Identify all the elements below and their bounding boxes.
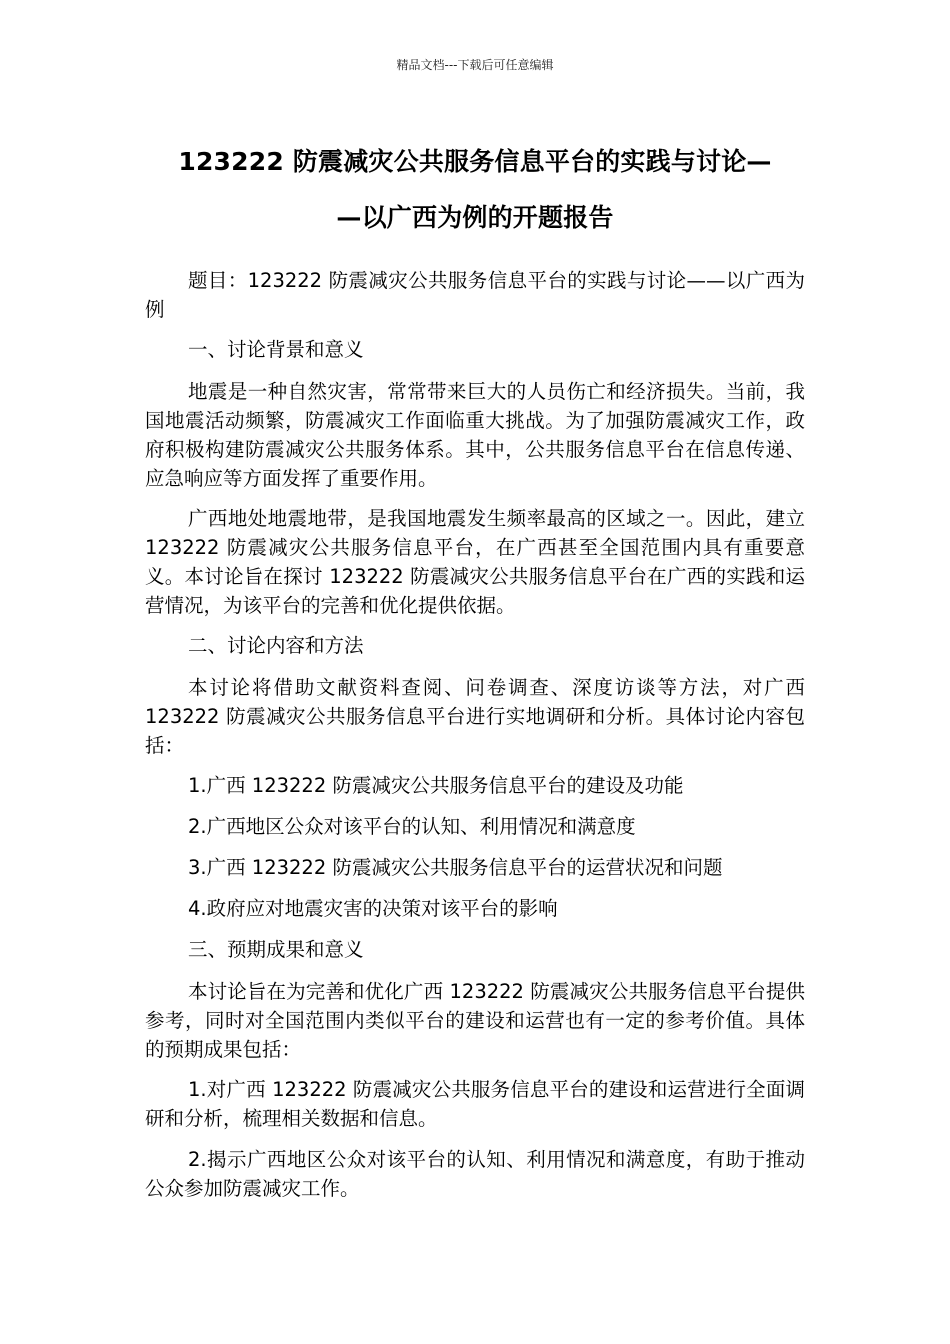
list-item-content-1: 1.广西 123222 防震减灾公共服务信息平台的建设及功能 [188,774,684,797]
title-line-2: —以广西为例的开题报告 [336,203,614,232]
list-item-content-3: 3.广西 123222 防震减灾公共服务信息平台的运营状况和问题 [188,856,723,879]
document-body [145,266,805,1215]
paragraph-content-method: 本讨论将借助文献资料查阅、问卷调查、深度访谈等方法，对广西 123222 防震减灾公共服务信息平台进行实地调研和分析。具体讨论内容包括： [145,676,805,757]
list-item-result-1: 1.对广西 123222 防震减灾公共服务信息平台的建设和运营进行全面调研和分析，梳理相关数据和信息。 [145,1078,805,1130]
list-item-result-2: 2.揭示广西地区公众对该平台的认知、利用情况和满意度，有助于推动公众参加防震减灾工作。 [145,1148,805,1200]
document-title [145,134,805,246]
section-heading-content-method: 二、讨论内容和方法 [188,634,364,657]
paragraph-expected-results: 本讨论旨在为完善和优化广西 123222 防震减灾公共服务信息平台提供参考，同时对全国范围内类似平台的建设和运营也有一定的参考价值。具体的预期成果包括： [145,980,805,1061]
title-line-1: 123222 防震减灾公共服务信息平台的实践与讨论— [178,147,772,176]
section-heading-expected-results: 三、预期成果和意义 [188,938,364,961]
section-heading-background: 一、讨论背景和意义 [188,338,364,361]
paragraph-background-2: 广西地处地震地带，是我国地震发生频率最高的区域之一。因此，建立 123222 防震减灾公共服务信息平台，在广西甚至全国范围内具有重要意义。本讨论旨在探讨 123222 防震减灾公共服务信息平台在广西的实践和运营情况，为该平台的完善和优化提供依据。 [145,507,805,617]
page-header-note: 精品文档---下载后可任意编辑 [396,58,554,72]
paragraph-background-1: 地震是一种自然灾害，常常带来巨大的人员伤亡和经济损失。当前，我国地震活动频繁，防震减灾工作面临重大挑战。为了加强防震减灾工作，政府积极构建防震减灾公共服务体系。其中，公共服务信息平台在信息传递、应急响应等方面发挥了重要作用。 [145,380,805,490]
list-item-content-2: 2.广西地区公众对该平台的认知、利用情况和满意度 [188,815,636,838]
list-item-content-4: 4.政府应对地震灾害的决策对该平台的影响 [188,897,558,920]
paragraph-topic: 题目：123222 防震减灾公共服务信息平台的实践与讨论——以广西为例 [145,269,805,321]
